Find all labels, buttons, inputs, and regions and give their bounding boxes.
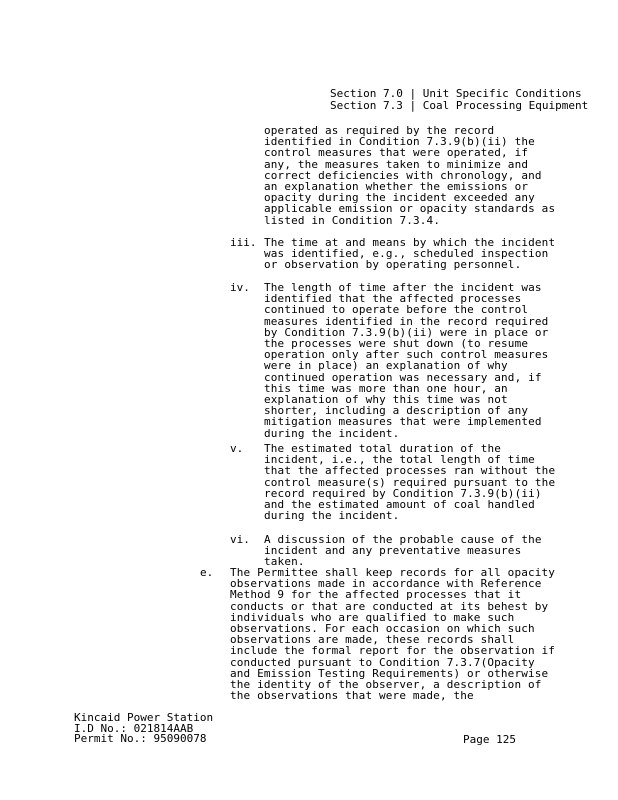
section-header-line-1: Section 7.0 | Unit Specific Conditions <box>330 87 582 100</box>
item-vi-marker: vi. <box>230 533 250 546</box>
footer <box>74 713 213 745</box>
footer-id-no: I.D No.: 021814AAB <box>74 721 194 735</box>
paragraph-continuation: operated as required by the record identified in Condition 7.3.9(b)(ii) the control measures that were operated, if any, the measures taken to minimize and correct deficiencies with chronology, and an explanation whether the emissions or opacity during the incident exceeded any applicable emission or opacity standards as listed in Condition 7.3.4. <box>264 124 556 227</box>
item-v-text: The estimated total duration of the incident, i.e., the total length of time that the affected processes ran without the control measure(s) required pursuant to the record required by Condition 7.3.9(b)(ii) and the estimated amount of coal handled during the incident. <box>264 442 556 523</box>
item-iii-text: The time at and means by which the incident was identified, e.g., scheduled inspection or observation by operating personnel. <box>264 236 556 272</box>
item-vi-text: A discussion of the probable cause of the incident and any preventative measures taken. <box>264 533 542 569</box>
footer-permit-no: Permit No.: 95090078 <box>74 732 207 745</box>
section-header <box>330 88 588 112</box>
page-number: Page 125 <box>463 733 516 746</box>
item-e-text: The Permittee shall keep records for all opacity observations made in accordance with Reference Method 9 for the affected processes that it conducts or that are conducted at its behest by individuals who are qualified to make such observations. For each occasion on which such observations are made, these records shall include the formal report for the observation if conducted pursuant to Condition 7.3.7(Opacity and Emission Testing Requirements) or otherwise the identity of the observer, a description of the observations that were made, the <box>230 566 556 703</box>
item-iii-marker: iii. <box>230 236 257 249</box>
footer-station: Kincaid Power Station <box>74 711 214 724</box>
item-e-marker: e. <box>200 566 214 579</box>
section-header-line-2: Section 7.3 | Coal Processing Equipment <box>330 99 589 112</box>
item-v-marker: v. <box>230 442 244 455</box>
item-iv-text: The length of time after the incident was identified that the affected processes continued to operate before the control measures identified in the record required by Condition 7.3.9(b)(ii) were in place or the processes were shut down (to resume operation only after such control measures were in place) an explanation of why continued operation was necessary and, if this time was more than one hour, an explanation of why this time was not shorter, including a description of any mitigation measures that were implemented during the incident. <box>264 281 549 440</box>
item-iv-marker: iv. <box>230 281 250 294</box>
